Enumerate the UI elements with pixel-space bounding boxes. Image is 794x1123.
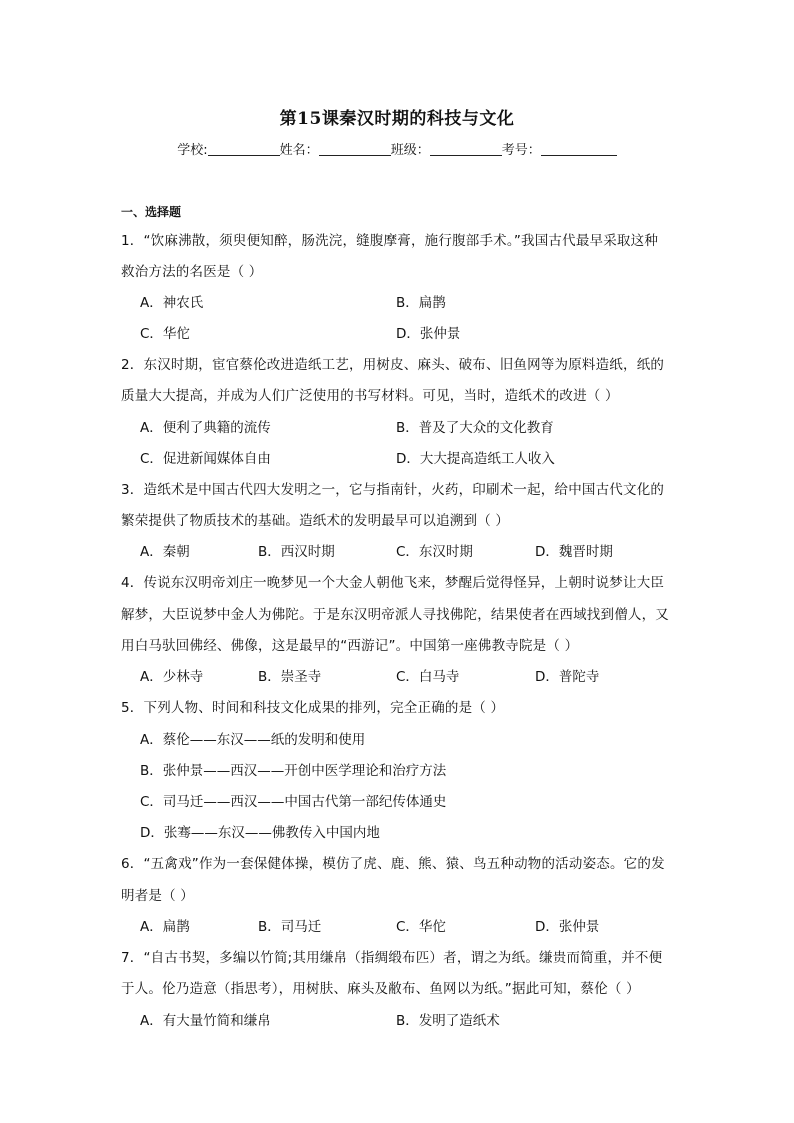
question-5-option-a[interactable]: A．蔡伦——东汉——纸的发明和使用 bbox=[140, 732, 366, 748]
question-3-option-d[interactable]: D．魏晋时期 bbox=[535, 544, 613, 560]
question-3-line-2: 繁荣提供了物质技术的基础。造纸术的发明最早可以追溯到（ ） bbox=[121, 513, 510, 529]
question-3-option-c[interactable]: C．东汉时期 bbox=[396, 544, 473, 560]
question-1-option-b[interactable]: B．扁鹊 bbox=[396, 295, 446, 311]
question-7-line-1: 7．“自古书契，多编以竹简;其用缣帛（指绸缎布匹）者，谓之为纸。缣贵而简重，并不便 bbox=[121, 950, 663, 966]
page-title: 第15课秦汉时期的科技与文化 bbox=[279, 109, 515, 129]
question-6-option-c[interactable]: C．华佗 bbox=[396, 919, 446, 935]
question-5-option-d[interactable]: D．张骞——东汉——佛教传入中国内地 bbox=[140, 825, 380, 841]
question-1-option-d[interactable]: D．张仲景 bbox=[396, 326, 461, 342]
school-blank[interactable] bbox=[208, 141, 280, 156]
class-blank[interactable] bbox=[430, 141, 502, 156]
question-4-option-a[interactable]: A．少林寺 bbox=[140, 669, 204, 685]
exam-number-blank[interactable] bbox=[541, 141, 617, 156]
question-4-option-b[interactable]: B．崇圣寺 bbox=[258, 669, 322, 685]
question-4-option-d[interactable]: D．普陀寺 bbox=[535, 669, 600, 685]
question-1-option-a[interactable]: A．神农氏 bbox=[140, 295, 204, 311]
question-3-option-a[interactable]: A．秦朝 bbox=[140, 544, 190, 560]
question-5-line-1: 5．下列人物、时间和科技文化成果的排列，完全正确的是（ ） bbox=[121, 700, 505, 716]
question-1-option-c[interactable]: C．华佗 bbox=[140, 326, 190, 342]
exam-number-label: 考号： bbox=[501, 143, 541, 158]
question-7-line-2: 于人。伦乃造意（指思考），用树肤、麻头及敝布、鱼网以为纸。”据此可知，蔡伦（ ） bbox=[121, 981, 640, 997]
question-6-option-d[interactable]: D．张仲景 bbox=[535, 919, 600, 935]
section-heading: 一、选择题 bbox=[121, 205, 182, 219]
question-4-option-c[interactable]: C．白马寺 bbox=[396, 669, 460, 685]
question-6-option-b[interactable]: B．司马迁 bbox=[258, 919, 322, 935]
question-4-line-1: 4．传说东汉明帝刘庄一晚梦见一个大金人朝他飞来，梦醒后觉得怪异，上朝时说梦让大臣 bbox=[121, 575, 665, 591]
question-5-option-b[interactable]: B．张仲景——西汉——开创中医学理论和治疗方法 bbox=[140, 763, 447, 779]
name-label: 姓名： bbox=[279, 143, 319, 158]
question-6-option-a[interactable]: A．扁鹊 bbox=[140, 919, 190, 935]
question-6-line-1: 6．“五禽戏”作为一套保健体操，模仿了虎、鹿、熊、猿、鸟五种动物的活动姿态。它的发 bbox=[121, 856, 665, 872]
student-info-row bbox=[0, 139, 794, 158]
class-label: 班级： bbox=[390, 143, 430, 158]
question-5-option-c[interactable]: C．司马迁——西汉——中国古代第一部纪传体通史 bbox=[140, 794, 447, 810]
question-2-option-b[interactable]: B．普及了大众的文化教育 bbox=[396, 420, 554, 436]
question-4-line-2: 解梦，大臣说梦中金人为佛陀。于是东汉明帝派人寻找佛陀，结果使者在西域找到僧人，又 bbox=[121, 607, 669, 623]
question-2-option-c[interactable]: C．促进新闻媒体自由 bbox=[140, 451, 271, 467]
question-7-option-a[interactable]: A．有大量竹简和缣帛 bbox=[140, 1013, 271, 1029]
question-4-line-3: 用白马驮回佛经、佛像，这是最早的“西游记”。中国第一座佛教寺院是（ ） bbox=[121, 638, 579, 654]
question-1-line-2: 救治方法的名医是（ ） bbox=[121, 264, 263, 280]
question-1-line-1: 1．“饮麻沸散，须臾便知醉，肠洗浣，缝腹摩膏，施行腹部手术。”我国古代最早采取这种 bbox=[121, 233, 659, 249]
school-label: 学校: bbox=[177, 143, 208, 158]
question-6-line-2: 明者是（ ） bbox=[121, 888, 194, 904]
question-7-option-b[interactable]: B．发明了造纸术 bbox=[396, 1013, 500, 1029]
question-3-line-1: 3．造纸术是中国古代四大发明之一，它与指南针，火药，印刷术一起，给中国古代文化的 bbox=[121, 482, 665, 498]
name-blank[interactable] bbox=[319, 141, 391, 156]
question-2-line-1: 2．东汉时期，宦官蔡伦改进造纸工艺，用树皮、麻头、破布、旧鱼网等为原料造纸，纸的 bbox=[121, 357, 665, 373]
question-2-option-d[interactable]: D．大大提高造纸工人收入 bbox=[396, 451, 555, 467]
question-2-option-a[interactable]: A．便利了典籍的流传 bbox=[140, 420, 271, 436]
question-2-line-2: 质量大大提高，并成为人们广泛使用的书写材料。可见，当时，造纸术的改进（ ） bbox=[121, 388, 619, 404]
question-3-option-b[interactable]: B．西汉时期 bbox=[258, 544, 335, 560]
